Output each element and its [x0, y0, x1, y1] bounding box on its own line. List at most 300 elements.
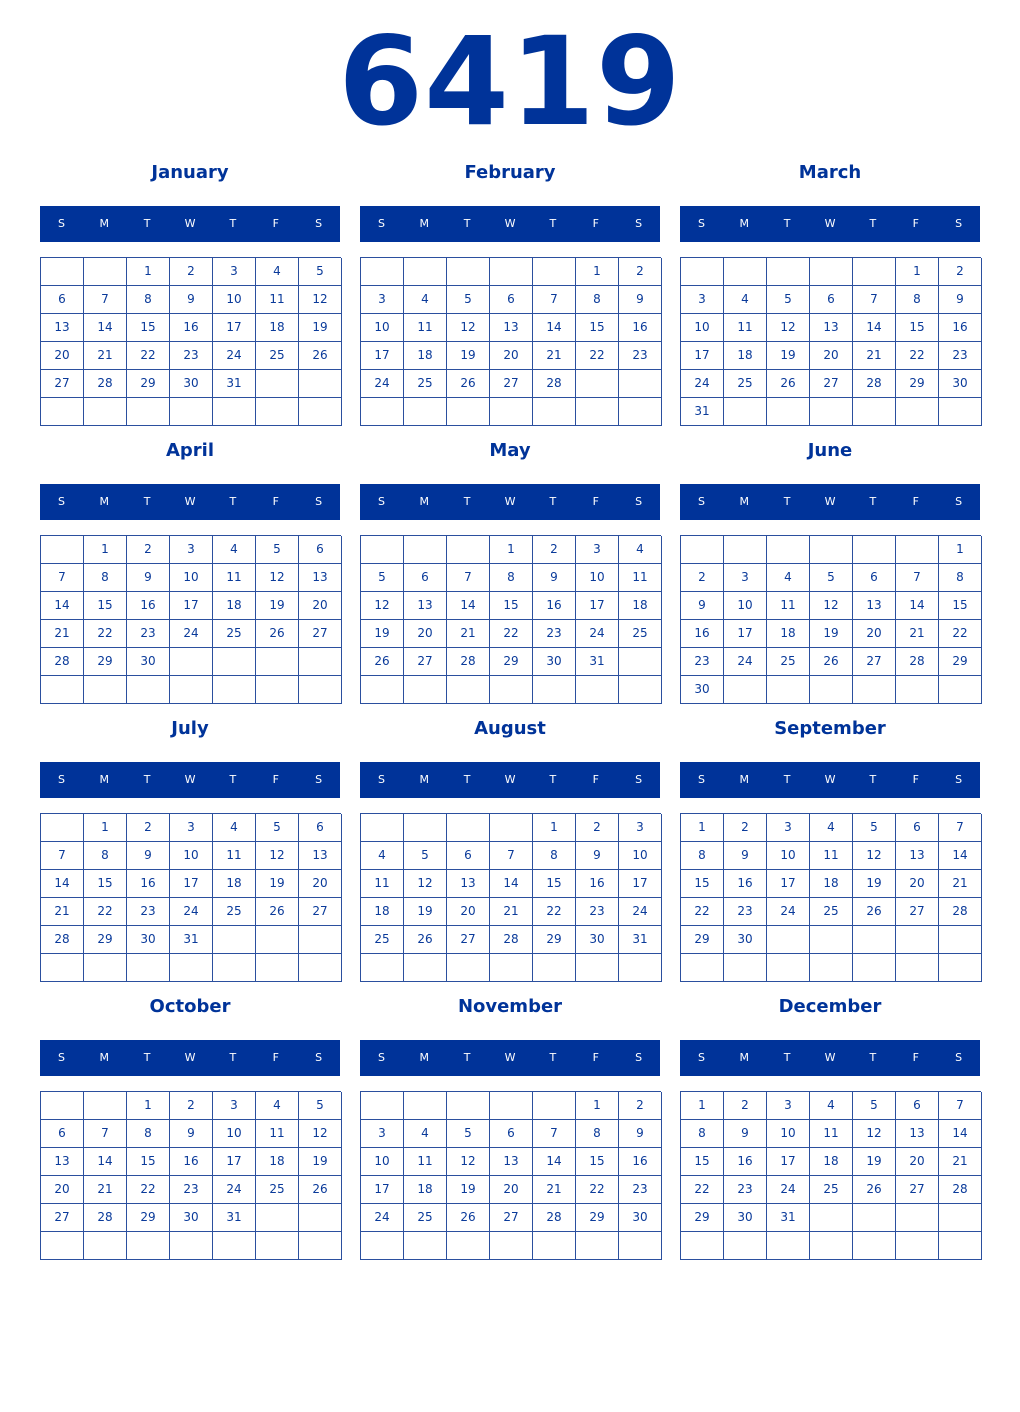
day-cell: 16 [533, 592, 576, 620]
day-cell: 4 [256, 258, 299, 286]
day-cell: 15 [939, 592, 982, 620]
day-cell: 3 [576, 536, 619, 564]
day-cell: 3 [767, 1092, 810, 1120]
weekday-label: M [419, 217, 430, 230]
empty-day-cell [896, 954, 939, 982]
day-cell: 15 [896, 314, 939, 342]
empty-day-cell [404, 1092, 447, 1120]
day-cell: 11 [213, 842, 256, 870]
empty-day-cell [810, 536, 853, 564]
day-cell: 6 [447, 842, 490, 870]
day-cell: 25 [256, 1176, 299, 1204]
empty-day-cell [533, 1232, 576, 1260]
weekday-header [40, 1040, 340, 1076]
day-cell: 21 [84, 342, 127, 370]
day-cell: 10 [619, 842, 662, 870]
day-cell: 20 [896, 1148, 939, 1176]
day-cell: 1 [576, 1092, 619, 1120]
weekday-label: F [272, 773, 279, 786]
day-cell: 23 [127, 898, 170, 926]
day-cell: 16 [170, 1148, 213, 1176]
day-cell: 14 [41, 870, 84, 898]
day-cell: 28 [533, 370, 576, 398]
day-cell: 13 [896, 842, 939, 870]
day-cell: 6 [299, 536, 342, 564]
day-cell: 4 [810, 1092, 853, 1120]
day-cell: 23 [724, 898, 767, 926]
empty-day-cell [41, 1092, 84, 1120]
month-name: June [807, 440, 853, 461]
empty-day-cell [299, 648, 342, 676]
day-cell: 28 [939, 898, 982, 926]
day-cell: 23 [533, 620, 576, 648]
weekday-header [360, 484, 660, 520]
month-name: August [474, 718, 546, 739]
day-cell: 31 [681, 398, 724, 426]
empty-day-cell [767, 926, 810, 954]
day-cell: 27 [41, 370, 84, 398]
empty-day-cell [939, 926, 982, 954]
empty-day-cell [361, 1092, 404, 1120]
empty-day-cell [447, 536, 490, 564]
weekday-label: W [184, 773, 196, 786]
weekday-label: W [824, 217, 836, 230]
weekday-label: S [57, 495, 65, 508]
empty-day-cell [619, 370, 662, 398]
day-cell: 20 [404, 620, 447, 648]
weekday-label: F [272, 217, 279, 230]
empty-day-cell [299, 676, 342, 704]
day-cell: 26 [447, 370, 490, 398]
month-name: July [171, 718, 209, 739]
empty-day-cell [810, 398, 853, 426]
empty-day-cell [299, 954, 342, 982]
day-cell: 2 [939, 258, 982, 286]
day-cell: 20 [447, 898, 490, 926]
empty-day-cell [256, 1204, 299, 1232]
day-cell: 12 [853, 1120, 896, 1148]
day-cell: 21 [447, 620, 490, 648]
day-cell: 7 [896, 564, 939, 592]
day-cell: 30 [576, 926, 619, 954]
day-cell: 1 [681, 1092, 724, 1120]
empty-day-cell [896, 1204, 939, 1232]
empty-day-cell [447, 814, 490, 842]
day-cell: 29 [84, 926, 127, 954]
day-cell: 21 [41, 898, 84, 926]
month-name: April [165, 440, 215, 461]
day-cell: 17 [767, 1148, 810, 1176]
day-cell: 10 [767, 1120, 810, 1148]
weekday-label: T [143, 773, 151, 786]
day-cell: 21 [41, 620, 84, 648]
empty-day-cell [533, 258, 576, 286]
weekday-label: S [377, 773, 385, 786]
empty-day-cell [767, 398, 810, 426]
day-cell: 5 [810, 564, 853, 592]
day-cell: 17 [170, 870, 213, 898]
day-cell: 1 [490, 536, 533, 564]
day-cell: 29 [939, 648, 982, 676]
empty-day-cell [299, 926, 342, 954]
day-cell: 17 [170, 592, 213, 620]
day-cell: 29 [490, 648, 533, 676]
day-cell: 6 [41, 1120, 84, 1148]
day-cell: 25 [619, 620, 662, 648]
empty-day-cell [361, 1232, 404, 1260]
day-cell: 3 [170, 536, 213, 564]
weekday-label: F [272, 1051, 279, 1064]
day-cell: 24 [361, 370, 404, 398]
day-cell: 7 [41, 564, 84, 592]
day-grid [40, 257, 341, 426]
day-cell: 17 [361, 1176, 404, 1204]
day-cell: 5 [447, 1120, 490, 1148]
day-cell: 6 [810, 286, 853, 314]
weekday-label: W [184, 495, 196, 508]
day-cell: 15 [127, 314, 170, 342]
empty-day-cell [490, 676, 533, 704]
empty-day-cell [724, 1232, 767, 1260]
day-cell: 7 [84, 286, 127, 314]
day-cell: 23 [939, 342, 982, 370]
day-cell: 28 [41, 926, 84, 954]
day-cell: 12 [447, 314, 490, 342]
empty-day-cell [404, 676, 447, 704]
empty-day-cell [84, 258, 127, 286]
day-cell: 20 [490, 1176, 533, 1204]
month-name: December [778, 996, 882, 1017]
day-cell: 7 [853, 286, 896, 314]
day-cell: 12 [767, 314, 810, 342]
day-cell: 21 [533, 342, 576, 370]
day-cell: 16 [127, 870, 170, 898]
day-cell: 23 [619, 342, 662, 370]
empty-day-cell [576, 676, 619, 704]
day-cell: 17 [361, 342, 404, 370]
weekday-label: M [739, 1051, 750, 1064]
empty-day-cell [939, 1204, 982, 1232]
weekday-label: T [549, 1051, 557, 1064]
day-cell: 9 [939, 286, 982, 314]
day-cell: 25 [810, 1176, 853, 1204]
empty-day-cell [490, 1232, 533, 1260]
day-cell: 7 [939, 1092, 982, 1120]
weekday-label: M [99, 217, 110, 230]
empty-day-cell [853, 676, 896, 704]
weekday-label: S [57, 1051, 65, 1064]
day-cell: 29 [533, 926, 576, 954]
day-cell: 16 [724, 870, 767, 898]
day-cell: 27 [447, 926, 490, 954]
day-cell: 18 [256, 1148, 299, 1176]
day-cell: 9 [681, 592, 724, 620]
empty-day-cell [896, 398, 939, 426]
day-grid [40, 535, 341, 704]
empty-day-cell [170, 1232, 213, 1260]
day-cell: 11 [767, 592, 810, 620]
day-cell: 18 [213, 592, 256, 620]
day-cell: 19 [404, 898, 447, 926]
month-name: February [464, 162, 556, 183]
day-cell: 5 [299, 1092, 342, 1120]
day-cell: 3 [619, 814, 662, 842]
day-cell: 30 [619, 1204, 662, 1232]
day-cell: 2 [170, 258, 213, 286]
day-cell: 6 [896, 1092, 939, 1120]
day-cell: 4 [404, 286, 447, 314]
day-cell: 27 [299, 620, 342, 648]
weekday-label: F [912, 217, 919, 230]
month-name: November [457, 996, 563, 1017]
empty-day-cell [853, 1204, 896, 1232]
empty-day-cell [853, 398, 896, 426]
weekday-label: T [143, 217, 151, 230]
empty-day-cell [84, 1092, 127, 1120]
day-cell: 10 [213, 286, 256, 314]
day-grid [40, 813, 341, 982]
day-cell: 21 [84, 1176, 127, 1204]
empty-day-cell [170, 954, 213, 982]
day-cell: 13 [490, 1148, 533, 1176]
day-cell: 4 [810, 814, 853, 842]
day-cell: 10 [361, 1148, 404, 1176]
day-cell: 29 [681, 1204, 724, 1232]
day-cell: 13 [404, 592, 447, 620]
day-cell: 19 [853, 870, 896, 898]
weekday-label: S [377, 1051, 385, 1064]
day-cell: 9 [619, 286, 662, 314]
empty-day-cell [939, 676, 982, 704]
day-cell: 8 [576, 286, 619, 314]
empty-day-cell [896, 1232, 939, 1260]
day-cell: 21 [939, 1148, 982, 1176]
day-cell: 10 [681, 314, 724, 342]
empty-day-cell [41, 1232, 84, 1260]
day-cell: 23 [576, 898, 619, 926]
weekday-label: M [739, 217, 750, 230]
day-cell: 28 [447, 648, 490, 676]
empty-day-cell [127, 1232, 170, 1260]
day-cell: 26 [853, 898, 896, 926]
empty-day-cell [619, 648, 662, 676]
empty-day-cell [256, 648, 299, 676]
day-cell: 8 [84, 842, 127, 870]
day-cell: 22 [576, 342, 619, 370]
day-cell: 14 [84, 1148, 127, 1176]
empty-day-cell [447, 1232, 490, 1260]
empty-day-cell [681, 536, 724, 564]
weekday-label: S [57, 773, 65, 786]
empty-day-cell [256, 370, 299, 398]
empty-day-cell [853, 954, 896, 982]
empty-day-cell [724, 398, 767, 426]
weekday-label: T [549, 773, 557, 786]
day-cell: 23 [681, 648, 724, 676]
weekday-label: S [635, 773, 643, 786]
empty-day-cell [896, 926, 939, 954]
empty-day-cell [724, 954, 767, 982]
day-cell: 13 [299, 842, 342, 870]
day-cell: 14 [533, 1148, 576, 1176]
weekday-label: T [143, 1051, 151, 1064]
day-cell: 23 [127, 620, 170, 648]
day-cell: 28 [84, 1204, 127, 1232]
day-cell: 28 [41, 648, 84, 676]
day-cell: 8 [939, 564, 982, 592]
weekday-label: S [697, 1051, 705, 1064]
empty-day-cell [41, 676, 84, 704]
weekday-label: S [635, 495, 643, 508]
empty-day-cell [619, 676, 662, 704]
empty-day-cell [939, 398, 982, 426]
day-cell: 26 [404, 926, 447, 954]
weekday-label: M [739, 495, 750, 508]
weekday-label: M [739, 773, 750, 786]
day-cell: 26 [767, 370, 810, 398]
empty-day-cell [41, 814, 84, 842]
day-cell: 21 [853, 342, 896, 370]
empty-day-cell [41, 954, 84, 982]
weekday-label: T [783, 773, 791, 786]
day-cell: 5 [853, 1092, 896, 1120]
day-cell: 25 [256, 342, 299, 370]
day-cell: 4 [404, 1120, 447, 1148]
empty-day-cell [490, 954, 533, 982]
day-cell: 19 [810, 620, 853, 648]
empty-day-cell [256, 954, 299, 982]
empty-day-cell [490, 398, 533, 426]
weekday-label: S [315, 495, 323, 508]
day-cell: 30 [533, 648, 576, 676]
day-cell: 15 [127, 1148, 170, 1176]
weekday-label: S [697, 495, 705, 508]
weekday-label: T [549, 495, 557, 508]
day-cell: 27 [490, 370, 533, 398]
day-cell: 15 [681, 1148, 724, 1176]
day-grid [360, 535, 661, 704]
empty-day-cell [170, 676, 213, 704]
day-cell: 2 [619, 258, 662, 286]
day-cell: 19 [853, 1148, 896, 1176]
day-cell: 29 [681, 926, 724, 954]
empty-day-cell [810, 258, 853, 286]
day-cell: 26 [256, 620, 299, 648]
day-cell: 27 [41, 1204, 84, 1232]
day-cell: 19 [256, 592, 299, 620]
day-cell: 6 [896, 814, 939, 842]
day-cell: 19 [447, 1176, 490, 1204]
day-cell: 22 [84, 898, 127, 926]
day-cell: 8 [576, 1120, 619, 1148]
day-cell: 12 [299, 1120, 342, 1148]
day-cell: 29 [576, 1204, 619, 1232]
day-cell: 11 [361, 870, 404, 898]
day-cell: 4 [724, 286, 767, 314]
weekday-label: W [184, 217, 196, 230]
day-cell: 5 [256, 814, 299, 842]
weekday-label: F [912, 773, 919, 786]
weekday-label: S [315, 1051, 323, 1064]
day-cell: 8 [127, 286, 170, 314]
weekday-label: S [377, 217, 385, 230]
weekday-label: S [955, 495, 963, 508]
empty-day-cell [490, 1092, 533, 1120]
day-cell: 14 [490, 870, 533, 898]
empty-day-cell [853, 1232, 896, 1260]
weekday-label: T [463, 773, 471, 786]
weekday-label: S [635, 1051, 643, 1064]
day-cell: 2 [127, 814, 170, 842]
empty-day-cell [127, 398, 170, 426]
day-cell: 12 [404, 870, 447, 898]
weekday-label: S [57, 217, 65, 230]
empty-day-cell [447, 258, 490, 286]
day-cell: 4 [213, 536, 256, 564]
day-cell: 19 [767, 342, 810, 370]
day-cell: 29 [127, 1204, 170, 1232]
day-cell: 20 [41, 342, 84, 370]
day-cell: 4 [256, 1092, 299, 1120]
day-cell: 21 [490, 898, 533, 926]
day-cell: 9 [724, 842, 767, 870]
empty-day-cell [361, 536, 404, 564]
day-cell: 1 [84, 536, 127, 564]
day-cell: 2 [127, 536, 170, 564]
day-cell: 20 [41, 1176, 84, 1204]
day-cell: 1 [896, 258, 939, 286]
empty-day-cell [853, 926, 896, 954]
empty-day-cell [361, 258, 404, 286]
day-cell: 20 [299, 592, 342, 620]
day-cell: 19 [447, 342, 490, 370]
day-cell: 25 [361, 926, 404, 954]
day-cell: 26 [299, 342, 342, 370]
day-cell: 22 [576, 1176, 619, 1204]
day-cell: 5 [256, 536, 299, 564]
empty-day-cell [213, 676, 256, 704]
day-cell: 11 [256, 286, 299, 314]
empty-day-cell [170, 648, 213, 676]
weekday-label: S [315, 217, 323, 230]
day-cell: 19 [361, 620, 404, 648]
empty-day-cell [533, 676, 576, 704]
day-cell: 3 [361, 286, 404, 314]
weekday-label: T [783, 1051, 791, 1064]
empty-day-cell [767, 954, 810, 982]
empty-day-cell [896, 536, 939, 564]
weekday-label: T [143, 495, 151, 508]
empty-day-cell [447, 398, 490, 426]
month-name: September [774, 718, 886, 739]
day-cell: 23 [170, 1176, 213, 1204]
day-cell: 4 [767, 564, 810, 592]
empty-day-cell [404, 814, 447, 842]
empty-day-cell [681, 954, 724, 982]
empty-day-cell [576, 370, 619, 398]
day-cell: 18 [619, 592, 662, 620]
empty-day-cell [810, 676, 853, 704]
weekday-header [360, 1040, 660, 1076]
day-cell: 18 [767, 620, 810, 648]
day-cell: 13 [447, 870, 490, 898]
day-cell: 12 [256, 842, 299, 870]
day-cell: 13 [853, 592, 896, 620]
day-cell: 23 [619, 1176, 662, 1204]
empty-day-cell [299, 370, 342, 398]
day-cell: 9 [724, 1120, 767, 1148]
empty-day-cell [939, 1232, 982, 1260]
